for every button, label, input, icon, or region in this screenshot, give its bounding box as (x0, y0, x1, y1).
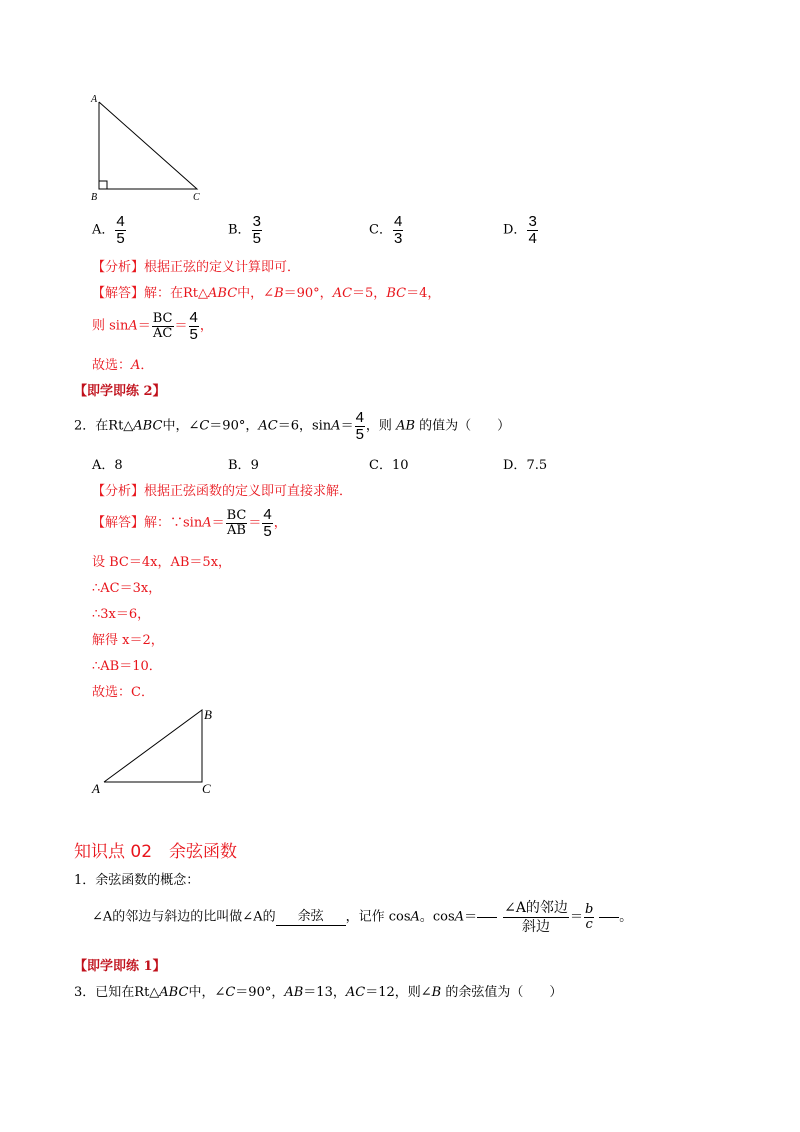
text: ，记作 cos (345, 909, 411, 925)
math-var: A (454, 909, 465, 925)
analysis-tag: 【分析】 (92, 260, 145, 275)
text: 中，∠ (162, 418, 200, 434)
math-var: AB (284, 985, 304, 1000)
fraction-denominator: AB (227, 523, 246, 538)
practice-heading-1: 【即学即练 1】 (74, 959, 166, 974)
option-label: C． (369, 458, 392, 473)
vertex-a-label: A (91, 94, 98, 105)
concept-heading (74, 873, 199, 889)
math-var: BC (386, 286, 407, 301)
math-var: AC (345, 985, 366, 1000)
fraction-numerator: 4 (189, 309, 198, 326)
fraction-numerator: b (584, 902, 594, 917)
q2-option-b[interactable] (228, 458, 259, 474)
q2-step: ∴3x＝6， (92, 607, 151, 622)
text: 的邻边与斜边的比叫做 (112, 909, 243, 925)
text: 故选： (92, 358, 132, 373)
option-label: D． (503, 458, 527, 473)
text: 余弦函数的概念： (95, 873, 200, 888)
text: ＝90°， (235, 985, 285, 1000)
practice-heading-2: 【即学即练 2】 (74, 384, 166, 399)
text: ＝12，则∠ (365, 985, 432, 1000)
formula-blank-right[interactable] (599, 917, 619, 918)
option-value: 9 (250, 458, 259, 473)
math-var: ∠A (242, 909, 263, 925)
option-label: A． (92, 458, 115, 473)
math-var: C (225, 985, 236, 1000)
q1-option-c[interactable] (369, 214, 404, 247)
analysis-tag: 【分析】 (92, 484, 145, 499)
section-title: 知识点 02 余弦函数 (74, 842, 238, 862)
text: ， (273, 515, 287, 531)
q1-analysis (92, 260, 300, 276)
math-var: A (331, 418, 341, 434)
triangle-figure-2 (88, 702, 228, 800)
option-label: C． (369, 222, 392, 238)
text: 则 sin (92, 318, 129, 334)
answer-value: A (131, 358, 141, 373)
q2-solution (92, 507, 287, 540)
question-number: 3． (74, 985, 96, 1000)
math-var: ∠A (92, 909, 113, 925)
fraction-numerator: 4 (116, 213, 125, 230)
option-label: D． (503, 222, 527, 238)
fraction-denominator: c (585, 917, 593, 932)
text: ＝ (464, 909, 478, 925)
math-var: ABC (159, 985, 189, 1000)
text: 的值为（ ） (415, 418, 511, 434)
q2-analysis (92, 484, 352, 500)
q1-choice (92, 358, 153, 374)
fraction-numerator: 3 (528, 213, 537, 230)
text: ＝ (569, 909, 583, 925)
text: ＝ (137, 318, 151, 334)
text: 。cos (419, 909, 455, 925)
answer-blank[interactable] (276, 909, 346, 926)
fraction-numerator: 4 (355, 409, 364, 426)
solution-tag: 【解答】 (92, 515, 145, 531)
fraction-denominator: 3 (393, 230, 403, 247)
math-var: AC (258, 418, 278, 434)
fraction-numerator: 4 (393, 213, 403, 230)
vertex-b-label: B (91, 192, 98, 203)
option-label: B． (228, 222, 251, 238)
math-var: ABC (133, 418, 163, 434)
fraction-denominator: AC (152, 326, 173, 341)
text: ＝ (174, 318, 188, 334)
formula-blank-left[interactable] (477, 917, 497, 918)
vertex-c-label: C (193, 192, 200, 203)
math-var: A (410, 909, 420, 925)
fraction-denominator: 斜边 (522, 919, 551, 935)
fraction-numerator: BC (226, 508, 247, 523)
vertex-a-label: A (92, 781, 100, 796)
q1-solution (92, 286, 440, 302)
q2-step: 解得 x＝2， (92, 633, 164, 648)
math-var: A (202, 515, 212, 531)
text: ＝4， (406, 286, 441, 301)
option-value: 8 (114, 458, 123, 473)
option-label: A． (92, 222, 115, 238)
triangle-figure-1 (85, 92, 215, 207)
q2-step: ∴AB＝10． (92, 659, 162, 674)
analysis-text: 根据正弦的定义计算即可． (144, 260, 301, 275)
q1-formula (92, 310, 213, 343)
text: ，则 (365, 418, 397, 434)
text: 解：在Rt△ (144, 286, 209, 301)
concept-definition (92, 899, 632, 936)
item-number: 1． (74, 873, 96, 888)
q2-step: 故选：C． (92, 685, 154, 700)
q2-step: ∴AC＝3x， (92, 581, 162, 596)
q2-option-d[interactable] (503, 458, 547, 474)
text: ＝ (248, 515, 262, 531)
math-var: ABC (208, 286, 238, 301)
math-var: AB (396, 418, 416, 434)
fraction-numerator: 4 (263, 506, 272, 523)
math-var: AC (332, 286, 353, 301)
math-var: B (431, 985, 442, 1000)
text: 中，∠ (188, 985, 226, 1000)
text: 解：∵sin (144, 515, 203, 531)
text: ＝6，sin (277, 418, 332, 434)
text: ＝5， (352, 286, 387, 301)
q1-option-d[interactable] (503, 214, 539, 247)
q1-option-a[interactable] (92, 214, 127, 247)
vertex-b-label: B (204, 707, 212, 722)
text: ＝13， (303, 985, 346, 1000)
text: 在Rt△ (95, 418, 134, 434)
text: ， (199, 318, 213, 334)
fraction-numerator: ∠A的邻边 (504, 900, 568, 916)
q2-option-a[interactable] (92, 458, 123, 474)
text: 。 (619, 909, 633, 925)
solution-tag: 【解答】 (92, 286, 145, 301)
text: ＝ (211, 515, 225, 531)
answer-text: 余弦 (297, 909, 324, 924)
fraction-denominator: 5 (355, 426, 364, 443)
option-label: B． (228, 458, 251, 473)
math-var: B (274, 286, 284, 301)
question-3 (74, 985, 562, 1001)
text: 的余弦值为（ ） (441, 985, 563, 1000)
q2-option-c[interactable] (369, 458, 409, 474)
text: ＝90°， (283, 286, 333, 301)
text: ＝90°， (209, 418, 259, 434)
text: 已知在Rt△ (95, 985, 160, 1000)
q2-step: 设 BC＝4x，AB＝5x， (92, 555, 232, 570)
text: ＝ (340, 418, 354, 434)
q1-option-b[interactable] (228, 214, 263, 247)
fraction-denominator: 4 (528, 230, 537, 247)
fraction-denominator: 5 (189, 326, 198, 343)
text: ． (140, 358, 154, 373)
text: 中，∠ (237, 286, 275, 301)
math-var: A (128, 318, 138, 334)
fraction-denominator: 5 (263, 523, 272, 540)
fraction-numerator: BC (152, 311, 173, 326)
text: 的 (262, 909, 276, 925)
analysis-text: 根据正弦函数的定义即可直接求解． (144, 484, 353, 499)
fraction-denominator: 5 (252, 230, 261, 247)
fraction-numerator: 3 (252, 213, 261, 230)
question-2 (74, 410, 510, 443)
vertex-c-label: C (202, 781, 211, 796)
math-var: C (199, 418, 210, 434)
question-number: 2． (74, 418, 96, 434)
option-value: 7.5 (526, 458, 548, 473)
fraction-denominator: 5 (116, 230, 125, 247)
option-value: 10 (391, 458, 409, 473)
